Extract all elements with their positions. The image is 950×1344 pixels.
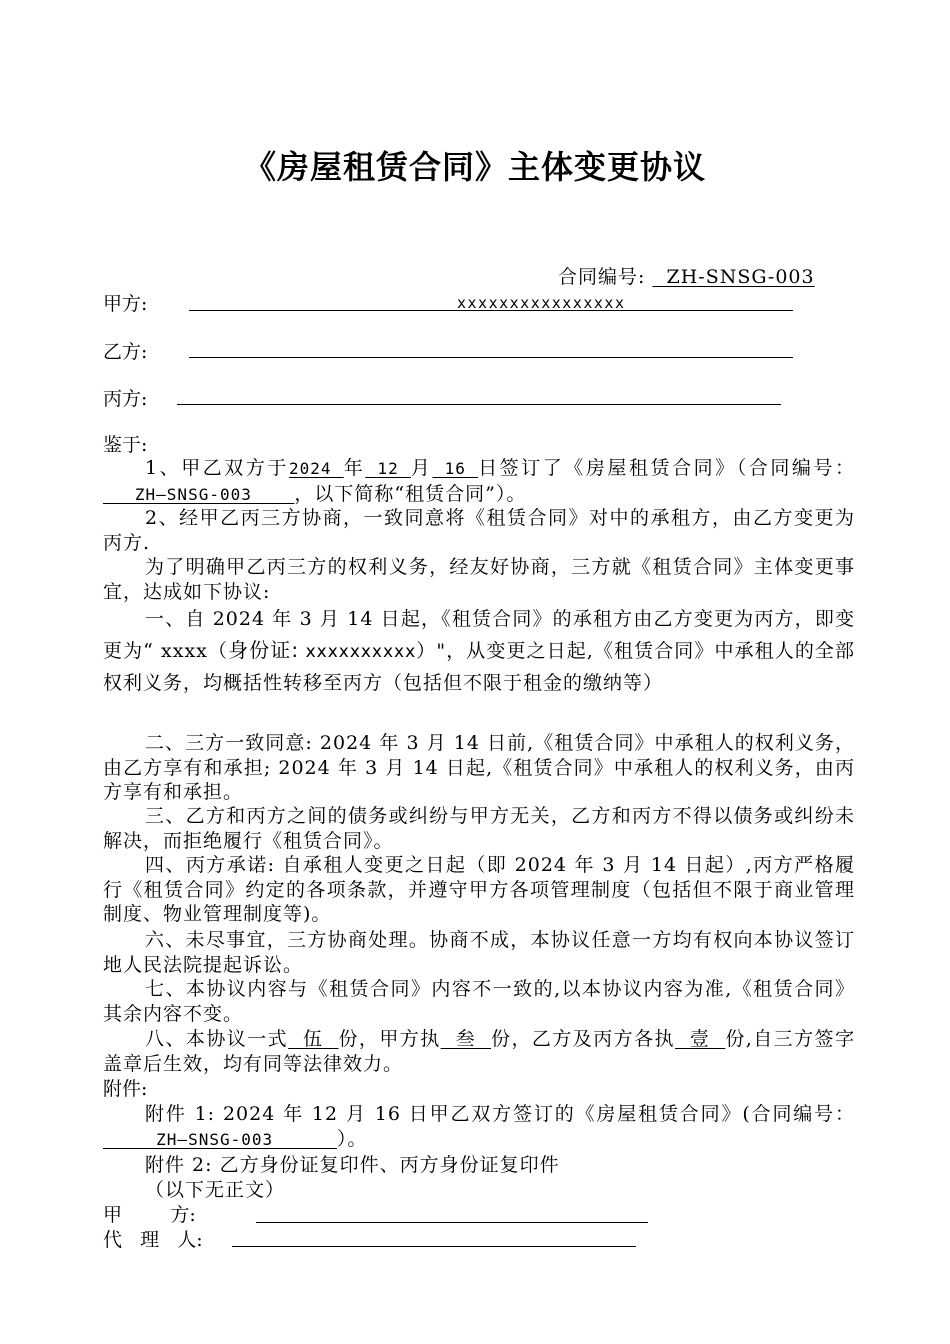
- page-title: 《房屋租赁合同》主体变更协议: [243, 148, 706, 186]
- article-7: 七、本协议内容与《租赁合同》内容不一致的,以本协议内容为准,《租赁合同》其余内容不变。: [103, 978, 855, 1025]
- sign-party-a-label: 甲 方:: [103, 1204, 196, 1226]
- party-b-line: [189, 357, 793, 358]
- recital-1: 1、甲乙双方于2024 年 12 月 16 日签订了《房屋租赁合同》（合同编号： ZH—SNSG-003 ，以下简称“租赁合同”）。: [103, 457, 855, 505]
- sign-party-a-line: [256, 1222, 648, 1223]
- party-a-label: 甲方:: [103, 293, 148, 315]
- attachment-1: 附件 1: 2024 年 12 月 16 日甲乙双方签订的《房屋租赁合同》(合同编号： ZH—SNSG-003 ）。: [103, 1103, 855, 1150]
- contract-number-label: 合同编号:: [558, 266, 646, 288]
- party-c-label: 丙方:: [103, 388, 148, 410]
- contract-number-value: ZH-SNSG-003: [652, 266, 815, 288]
- party-c-line: [177, 404, 781, 405]
- sign-agent-line: [232, 1246, 636, 1247]
- sign-agent-label: 代 理 人:: [103, 1229, 203, 1251]
- article-6: 六、未尽事宜，三方协商处理。协商不成，本协议任意一方均有权向本协议签订地人民法院提起诉讼。: [103, 929, 855, 976]
- article-8: 八、本协议一式 伍 份，甲方执 叁 份，乙方及丙方各执 壹 份,自三方签字盖章后生效，均有同等法律效力。: [103, 1028, 855, 1075]
- attachment-2: 附件 2: 乙方身份证复印件、丙方身份证复印件: [145, 1154, 560, 1176]
- contract-number: [558, 265, 815, 289]
- article-4: 四、丙方承诺: 自承租人变更之日起（即 2024 年 3 月 14 日起）,丙方严格履行《租赁合同》约定的各项条款，并遵守甲方各项管理制度（包括但不限于商业管理制度、物业管理制度等)。: [103, 854, 855, 925]
- preamble: 为了明确甲乙丙三方的权利义务，经友好协商，三方就《租赁合同》主体变更事宜，达成如下协议:: [103, 556, 855, 603]
- party-a-value: xxxxxxxxxxxxxxxx: [457, 294, 626, 312]
- article-3: 三、乙方和丙方之间的债务或纠纷与甲方无关，乙方和丙方不得以债务或纠纷未解决，而拒绝履行《租赁合同》。: [103, 805, 855, 852]
- attachments-label: 附件:: [103, 1078, 148, 1100]
- whereas-label: 鉴于:: [103, 434, 148, 456]
- article-2: 二、三方一致同意: 2024 年 3 月 14 日前,《租赁合同》中承租人的权利义务，由乙方享有和承担; 2024 年 3 月 14 日起,《租赁合同》中承租人的权利义务，由丙方享有和承担。: [103, 732, 855, 803]
- recital-2: 2、经甲乙丙三方协商，一致同意将《租赁合同》对中的承租方，由乙方变更为丙方.: [103, 507, 855, 554]
- party-b-label: 乙方:: [103, 341, 148, 363]
- article-1: 一、自 2024 年 3 月 14 日起，《租赁合同》的承租方由乙方变更为丙方，即变更为“ xxxx（身份证: xxxxxxxxxx）"，从变更之日起,《租赁合同》中承租人的全部权利义务，均概括性转移至丙方（包括但不限于租金的缴纳等）: [103, 608, 856, 694]
- no-more-text: （以下无正文）: [145, 1179, 286, 1201]
